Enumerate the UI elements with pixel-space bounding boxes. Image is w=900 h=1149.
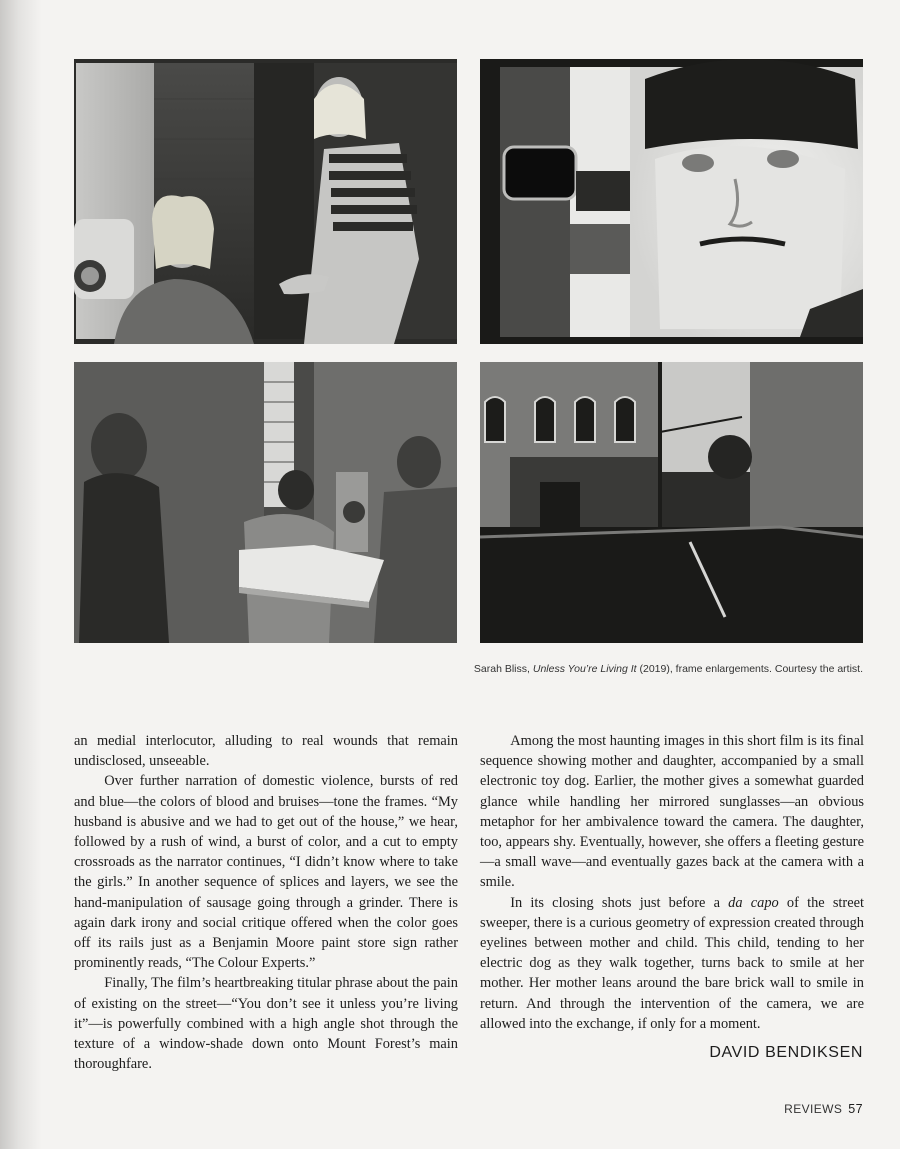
author-byline: DAVID BENDIKSEN	[709, 1044, 863, 1061]
page-gutter-shadow	[0, 0, 42, 1149]
page-number: 57	[848, 1102, 863, 1116]
photo-frame-1	[74, 59, 457, 344]
photo-frame-3	[74, 362, 457, 643]
photo-frame-2	[480, 59, 863, 344]
photo-street-sweeper	[480, 59, 863, 344]
section-name: REVIEWS	[784, 1102, 843, 1116]
photo-mother-daughter	[74, 59, 457, 344]
photo-crossroads	[480, 362, 863, 643]
paragraph: Among the most haunting images in this short film is its final sequence showing mother and daughter, accompanied by a small electronic toy dog. Earlier, the mother gives a somewhat guarded glance while handling her mirrored sunglasses—an obvious metaphor for her ambivalence toward the camera. The daughter, too, appears shy. Eventually, however, she offers a fleeting gesture—a small wave—and eventually gazes back at the camera with a smile.	[480, 733, 864, 891]
photo-laundromat-reflection	[74, 362, 457, 643]
caption-film-title: Unless You’re Living It	[532, 663, 637, 675]
paragraph: Finally, The film’s heartbreaking titular phrase about the pain of existing on the street—“You don’t see it unless you’re living it”—is powerfully combined with a high angle shot through the texture of a window-shade down onto Mount Forest’s main thoroughfare.	[74, 975, 458, 1073]
italic-term: da capo	[728, 894, 779, 911]
article-column-right	[480, 731, 864, 1034]
paragraph: Over further narration of domestic violence, bursts of red and blue—the colors of blood and bruises—tone the frames. “My husband is abusive and we had to get out of the house,” we hear, followed by a rush of wind, a burst of color, and a cut to empty crossroads as the narrator continues, “I didn’t know where to take the girls.” In another sequence of splices and layers, we see the hand-manipulation of sausage going through a grinder. There is again dark irony and social critique offered when the color goes off its rails just as a Benjamin Moore paint store sign rather prominently reads, “The Colour Experts.”	[74, 773, 458, 972]
paragraph-text: of the street sweeper, there is a curious geometry of expression created through eyelines between mother and child. This child, tending to her electric dog as they walk together, turns back to smile at her mother. Her mother leans around the bare brick wall to smile in return. And through the intervention of the camera, we are allowed into the exchange, if only for a moment.	[480, 894, 864, 1032]
article-column-left	[74, 731, 458, 1074]
paragraph	[480, 893, 864, 1034]
caption-prefix: Sarah Bliss,	[473, 663, 533, 675]
photo-frame-4	[480, 362, 863, 643]
paragraph: an medial interlocutor, alluding to real wounds that remain undisclosed, unseeable.	[74, 733, 458, 770]
page-folio	[784, 1102, 863, 1116]
paragraph-text: In its closing shots just before a	[510, 894, 729, 911]
figure-caption	[474, 663, 863, 675]
caption-suffix: (2019), frame enlargements. Courtesy the artist.	[636, 663, 863, 675]
